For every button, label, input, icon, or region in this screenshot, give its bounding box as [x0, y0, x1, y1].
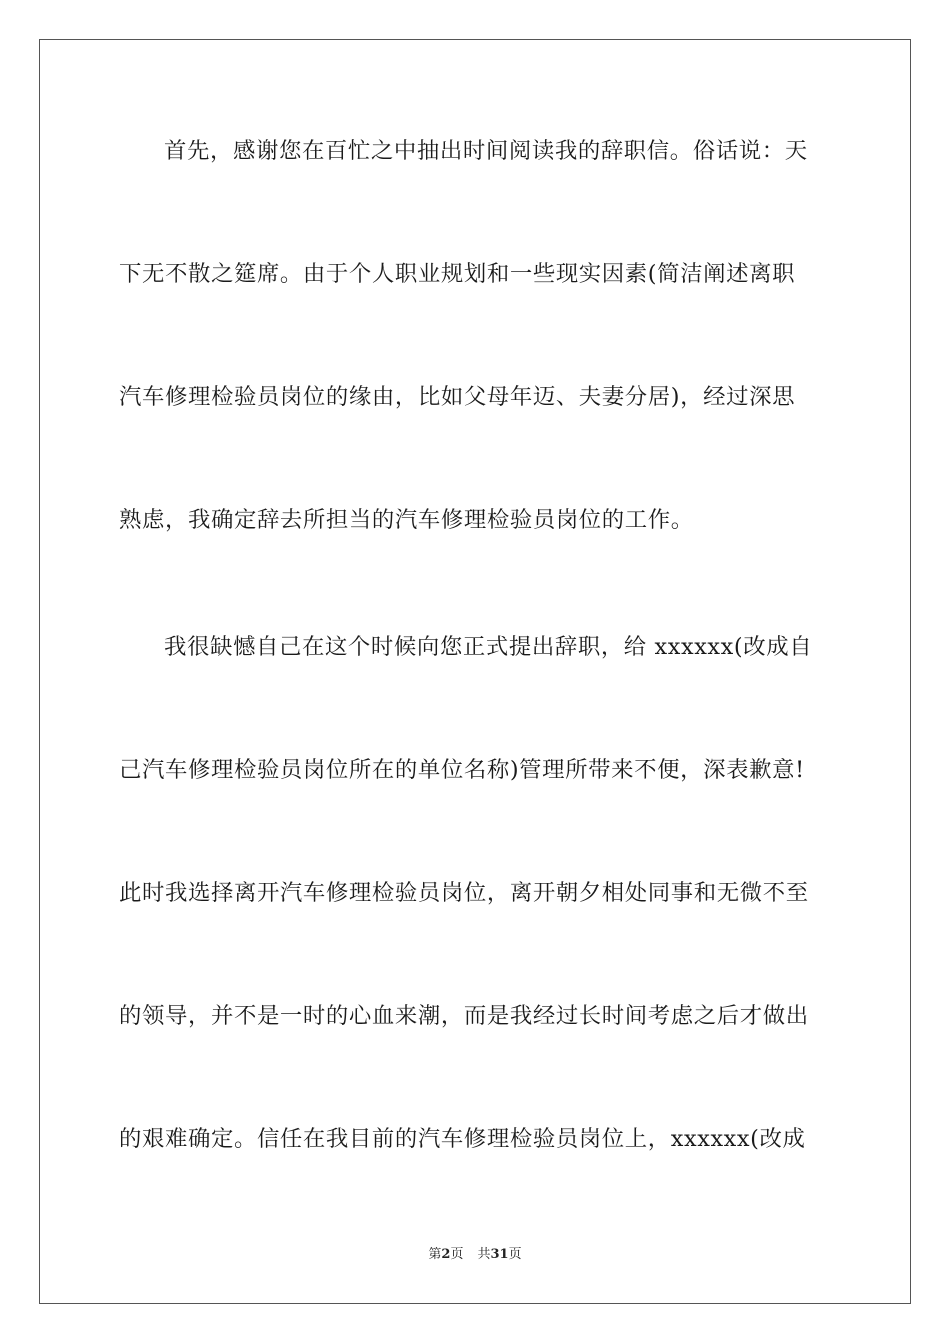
paragraph-2-line-1: 我很缺憾自己在这个时候向您正式提出辞职，给 xxxxxx(改成自: [164, 634, 813, 660]
total-suffix: 页: [508, 1247, 522, 1262]
paragraph-2-line-4: 的领导，并不是一时的心血来潮，而是我经过长时间考虑之后才做出: [119, 1003, 809, 1029]
paragraph-2-line-5: 的艰难确定。信任在我目前的汽车修理检验员岗位上，xxxxxx(改成: [119, 1126, 806, 1152]
paragraph-1-line-4: 熟虑，我确定辞去所担当的汽车修理检验员岗位的工作。: [119, 507, 694, 533]
paragraph-1-line-2: 下无不散之筵席。由于个人职业规划和一些现实因素(简洁阐述离职: [119, 261, 796, 287]
total-pages: 31: [490, 1247, 509, 1262]
paragraph-1-line-1: 首先，感谢您在百忙之中抽出时间阅读我的辞职信。俗话说：天: [164, 138, 808, 164]
page-prefix: 第: [428, 1247, 442, 1262]
paragraph-1-line-3: 汽车修理检验员岗位的缘由，比如父母年迈、夫妻分居)，经过深思: [119, 384, 796, 410]
page-number: 2: [441, 1247, 451, 1262]
paragraph-2-line-3: 此时我选择离开汽车修理检验员岗位，离开朝夕相处同事和无微不至: [119, 880, 809, 906]
page-border: [39, 39, 911, 1304]
paragraph-2-line-2: 己汽车修理检验员岗位所在的单位名称)管理所带来不便，深表歉意!: [119, 757, 805, 783]
page-suffix: 页: [450, 1247, 464, 1262]
page-footer: [0, 1246, 950, 1264]
total-prefix: 共: [477, 1247, 491, 1262]
